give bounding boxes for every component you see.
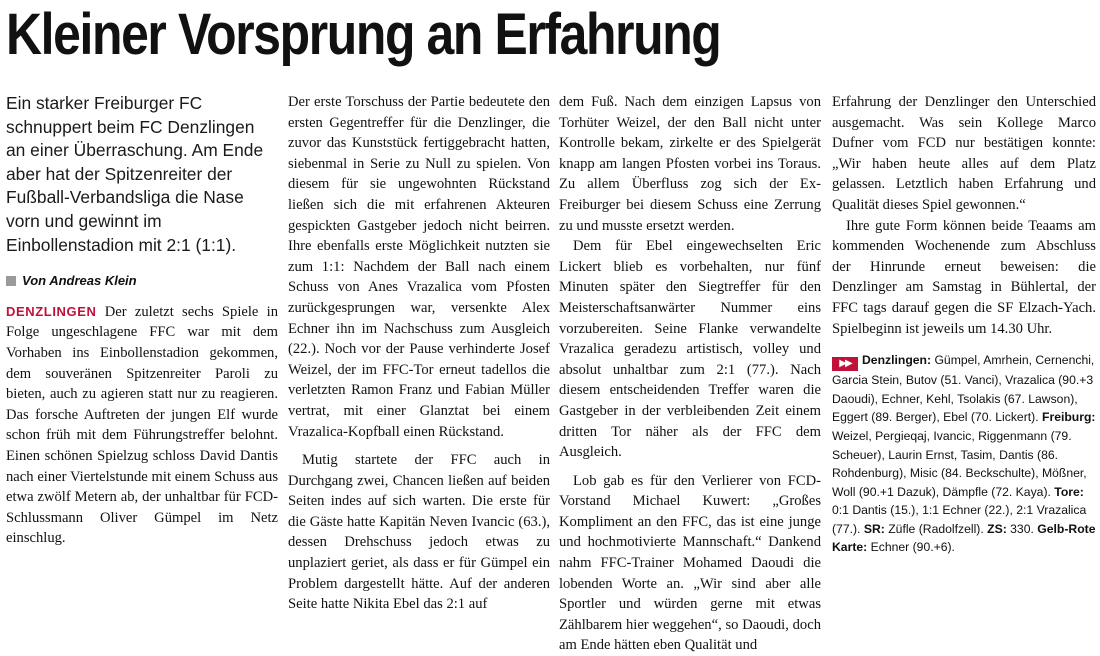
byline-square-icon bbox=[6, 276, 16, 286]
column-2 bbox=[288, 92, 550, 613]
match-info-box bbox=[832, 351, 1096, 557]
yellow-red-card-text: Echner (90.+6). bbox=[867, 540, 955, 555]
spectators-text: 330. bbox=[1006, 521, 1038, 536]
column-3 bbox=[559, 92, 821, 654]
headline: Kleiner Vorsprung an Erfahrung bbox=[6, 2, 721, 67]
body-paragraph: Dem für Ebel eingewechselten Eric Lickert blieb es vorbehalten, nur fünf Minuten später den Siegtreffer für den Meisterschaftsanwärter Nummer eins vorzubereiten. Seine Flanke verwandelte Vrazalica geradezu artistisch, volley und absolut unhaltbar zum 2:1 (77.). Nach diesem entscheidenden Treffer waren die Gastgeber in der verbleibenden Zeit einem dritten Tor näher als der FFC dem Ausgleich. bbox=[559, 238, 821, 461]
dateline: DENZLINGEN bbox=[6, 303, 97, 319]
goals-label: Tore: bbox=[1054, 484, 1084, 499]
team2-label: Freiburg: bbox=[1042, 410, 1096, 425]
referee-text: Züfle (Radolfzell). bbox=[884, 521, 988, 536]
team2-lineup: Weizel, Pergieqaj, Ivancic, Riggenmann (79. Scheuer), Laurin Ernst, Tasim, Dantis (86. Rohdenburg), Misic (84. Beckschulte), Mößner, Woll (90.+1 Dazuk), Dämpfle (72. Kaya). bbox=[832, 428, 1087, 499]
body-paragraph: Erfahrung der Denzlinger den Unterschied ausgemacht. Was sein Kollege Marco Dufner vom FCD nur bestätigen konnte: „Wir haben heute alles auf dem Platz gelassen. Letztlich haben Erfahrung und Qualität dieses Spiel gewonnen.“ bbox=[832, 94, 1096, 213]
body-paragraph: Der erste Torschuss der Partie bedeutete den ersten Gegentreffer für die Denzlinger, die zuvor das Kunststück fertiggebracht hatten, siebenmal in Serie zu Null zu spielen. Von diesem für sie ungewohnten Rückstand ließen sich die mit erfahrenen Akteuren gespickten Gastgeber jedoch nicht beirren. Ihre ebenfalls erste Möglichkeit nutzten sie zum 1:1: Nachdem der Ball nach einem Schuss von Anes Vrazalica vom Pfosten zurückgesprungen war, versenkte Alex Echner ihn im Nachschuss zum Ausgleich (22.). Noch vor der Pause verhinderte Josef Weizel, der im FFC-Tor erneut tadellos die verletzten Ramon Franz und Fabian Müller vertrat, mit einer Glanztat bei einem Vrazalica-Kopfball einen Rückstand. bbox=[288, 94, 550, 440]
byline bbox=[6, 271, 278, 292]
lead-paragraph: Ein starker Freiburger FC schnuppert beim FC Denzlingen an einer Überraschung. Am Ende aber hat der Spitzenreiter der Fußball-Verbandsliga die Nase vorn und gewinnt im Einbollenstadion mit 2:1 (1:1). bbox=[6, 93, 264, 255]
body-paragraph: Mutig startete der FFC auch in Durchgang zwei, Chancen ließen auf beiden Seiten indes auf sich warten. Die erste für die Gäste hatte Kapitän Neven Ivancic (63.), dessen Drehschuss jedoch etwas zu unplaziert geriet, als dass er für Gümpel ein Problem dargestellt hätte. Auf der anderen Seite hatte Nikita Ebel das 2:1 auf bbox=[288, 452, 550, 613]
body-paragraph bbox=[6, 302, 278, 549]
spectators-label: ZS: bbox=[987, 521, 1007, 536]
yellow-red-card-label: Gelb-Rote Karte: bbox=[832, 521, 1096, 555]
double-arrow-icon: ▶▶ bbox=[832, 357, 858, 371]
byline-text: Von Andreas Klein bbox=[22, 273, 137, 289]
column-4 bbox=[832, 92, 1096, 558]
body-paragraph: dem Fuß. Nach dem einzigen Lapsus von Torhüter Weizel, der den Ball nicht unter Kontrolle bekam, zirkelte er des Spielgerät knapp am langen Pfosten vorbei ins Toraus. Zu allem Überfluss zog sich der Ex-Freiburger bei diesem Schuss eine Zerrung zu und musste ersetzt werden. bbox=[559, 94, 821, 234]
body-paragraph: Lob gab es für den Verlierer von FCD-Vorstand Michael Kuwert: „Großes Kompliment an den FFC, das ist eine junge und hochmotivierte Mannschaft.“ Dankend nahm FFC-Trainer Mohamed Daoudi die lobenden Worte an. „Wir sind aber alle Sportler und würden gerne mit etwas Zählbarem hier weggehen“, so Daoudi, doch am Ende hätten eben Qualität und bbox=[559, 472, 821, 654]
team1-label: Denzlingen: bbox=[862, 353, 932, 368]
body-text: Der zuletzt sechs Spiele in Folge ungeschlagene FFC war mit dem Vorhaben ins Einbollenstadion gekommen, dem souveränen Spitzenreiter Paroli zu bieten, auch zu agieren statt nur zu reagieren. Das forsche Auftreten der jungen Elf wurde schon früh mit dem Führungstreffer belohnt. Einen schönen Spielzug schloss David Dantis nach einer Viertelstunde mit einem Schuss aus etwa zwölf Metern ab, der unhaltbar für FCD-Schlussmann Oliver Gümpel im Netz einschlug. bbox=[6, 303, 278, 547]
team1-lineup: Gümpel, Amrhein, Cernenchi, Garcia Stein, Butov (51. Vanci), Vrazalica (90.+3 Daoudi), Echner, Kehl, Tsolakis (67. Lawson), Eggert (89. Berger), Ebel (70. Lickert). bbox=[832, 353, 1095, 425]
goals-text: 0:1 Dantis (15.), 1:1 Echner (22.), 2:1 Vrazalica (77.). bbox=[832, 503, 1087, 536]
column-1 bbox=[6, 92, 278, 558]
referee-label: SR: bbox=[863, 521, 885, 536]
body-paragraph: Ihre gute Form können beide Teaams am kommenden Wochenende zum Abschluss der Hinrunde erneut beweisen: die Denzlinger am Samstag in Bühlertal, der FFC tags darauf gegen die SF Elzach-Yach. Spielbeginn ist jeweils um 14.30 Uhr. bbox=[832, 217, 1096, 337]
